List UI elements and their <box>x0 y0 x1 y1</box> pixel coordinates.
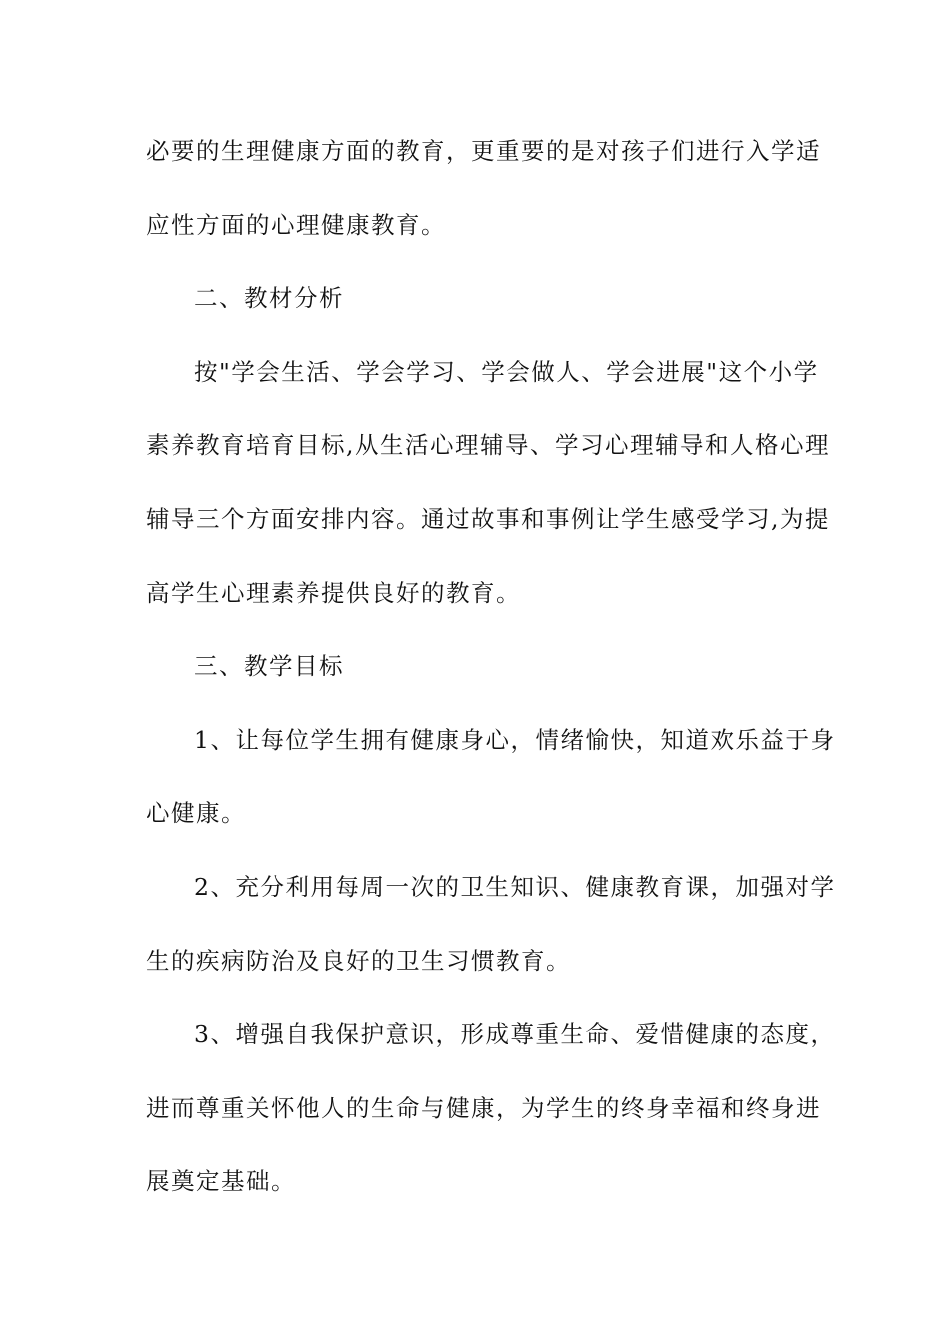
section-heading-teaching-goals: 三、教学目标 <box>194 652 344 681</box>
text-line-6: 辅导三个方面安排内容。通过故事和事例让学生感受学习,为提 <box>146 504 830 533</box>
goal-item-3-continuation-2: 展奠定基础。 <box>146 1167 296 1196</box>
goal-item-2-continuation: 生的疾病防治及良好的卫生习惯教育。 <box>146 946 571 975</box>
text-line-7: 高学生心理素养提供良好的教育。 <box>146 578 521 607</box>
document-body <box>146 127 836 1231</box>
text-line-4: 按"学会生活、学会学习、学会做人、学会进展"这个小学 <box>194 357 819 386</box>
goal-item-3-continuation-1: 进而尊重关怀他人的生命与健康，为学生的终身幸福和终身进 <box>146 1093 821 1122</box>
section-heading-teaching-material-analysis: 二、教材分析 <box>194 284 344 313</box>
goal-item-3: 3、增强自我保护意识，形成尊重生命、爱惜健康的态度， <box>194 1020 836 1049</box>
text-line-2: 应性方面的心理健康教育。 <box>146 210 446 239</box>
text-line-5: 素养教育培育目标,从生活心理辅导、学习心理辅导和人格心理 <box>146 431 830 460</box>
goal-item-1-continuation: 心健康。 <box>146 799 246 828</box>
text-line-1: 必要的生理健康方面的教育，更重要的是对孩子们进行入学适 <box>146 137 821 165</box>
goal-item-2: 2、充分利用每周一次的卫生知识、健康教育课，加强对学 <box>194 872 836 901</box>
goal-item-1: 1、让每位学生拥有健康身心，情绪愉快，知道欢乐益于身 <box>194 725 836 754</box>
